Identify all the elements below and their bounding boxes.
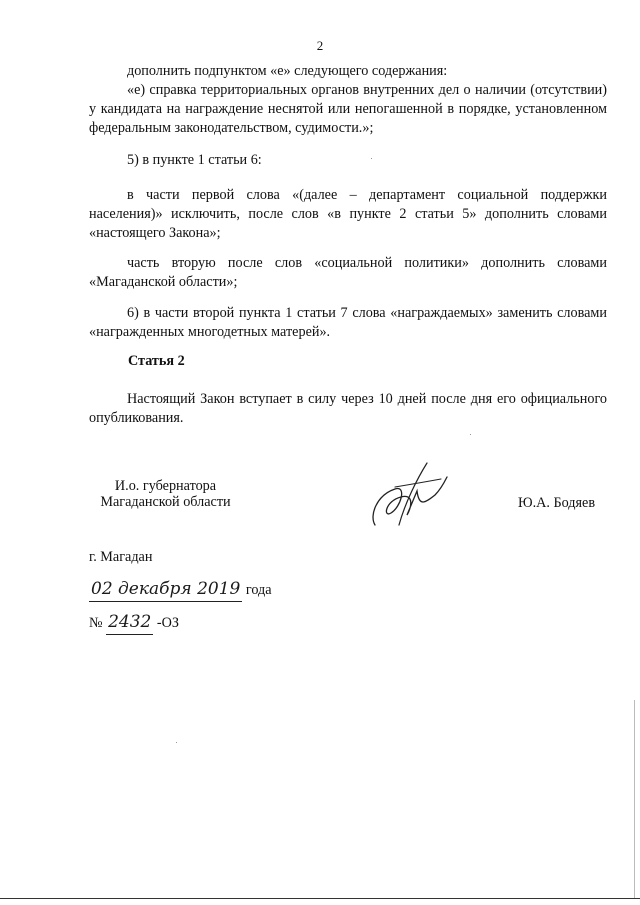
handwritten-law-number: 2432 xyxy=(108,612,152,632)
paragraph-item-5: 5) в пункте 1 статьи 6: xyxy=(127,152,262,168)
paragraph-item-6: 6) в части второй пункта 1 статьи 7 слова «награждаемых» заменить словами «награжденных многодетных матерей». xyxy=(89,305,607,340)
date-suffix: года xyxy=(245,582,272,598)
scan-speck xyxy=(176,742,177,743)
scan-speck xyxy=(371,158,372,159)
paragraph-part-one: в части первой слова «(далее – департамент социальной поддержки населения)» исключить, после слов «в пункте 2 статьи 5» дополнить словами «настоящего Закона»; xyxy=(89,187,607,241)
scan-bottom-edge xyxy=(0,898,640,899)
signatory-name: Ю.А. Бодяев xyxy=(518,495,596,511)
number-sign: № xyxy=(89,615,103,631)
date-underline xyxy=(89,580,242,602)
place: г. Магадан xyxy=(89,549,153,565)
article-heading: Статья 2 xyxy=(128,353,185,369)
paragraph-effective-date: Настоящий Закон вступает в силу через 10 дней после дня его официального опубликования. xyxy=(89,391,607,426)
paragraph-amend-intro: дополнить подпунктом «е» следующего содержания: xyxy=(127,63,448,79)
signatory-title-line2: Магаданской области xyxy=(100,494,231,510)
handwritten-signature xyxy=(355,455,455,540)
signatory-title-line1: И.о. губернатора xyxy=(114,478,217,494)
paragraph-part-two: часть вторую после слов «социальной политики» дополнить словами «Магаданской области»; xyxy=(89,255,607,290)
handwritten-date: 02 декабря 2019 xyxy=(91,579,241,599)
page-number: 2 xyxy=(316,38,324,53)
scan-right-edge xyxy=(634,700,635,898)
law-number-underline xyxy=(106,613,153,635)
scan-speck xyxy=(470,434,471,435)
law-number-line xyxy=(89,613,179,635)
law-number-suffix: -ОЗ xyxy=(156,615,179,631)
paragraph-subitem-e: «е) справка территориальных органов внутренних дел о наличии (отсутствии) у кандидата на награждение неснятой или непогашенной в порядке, установленном федеральным законодательством, судимости.»; xyxy=(89,82,607,136)
date-line xyxy=(89,580,272,602)
